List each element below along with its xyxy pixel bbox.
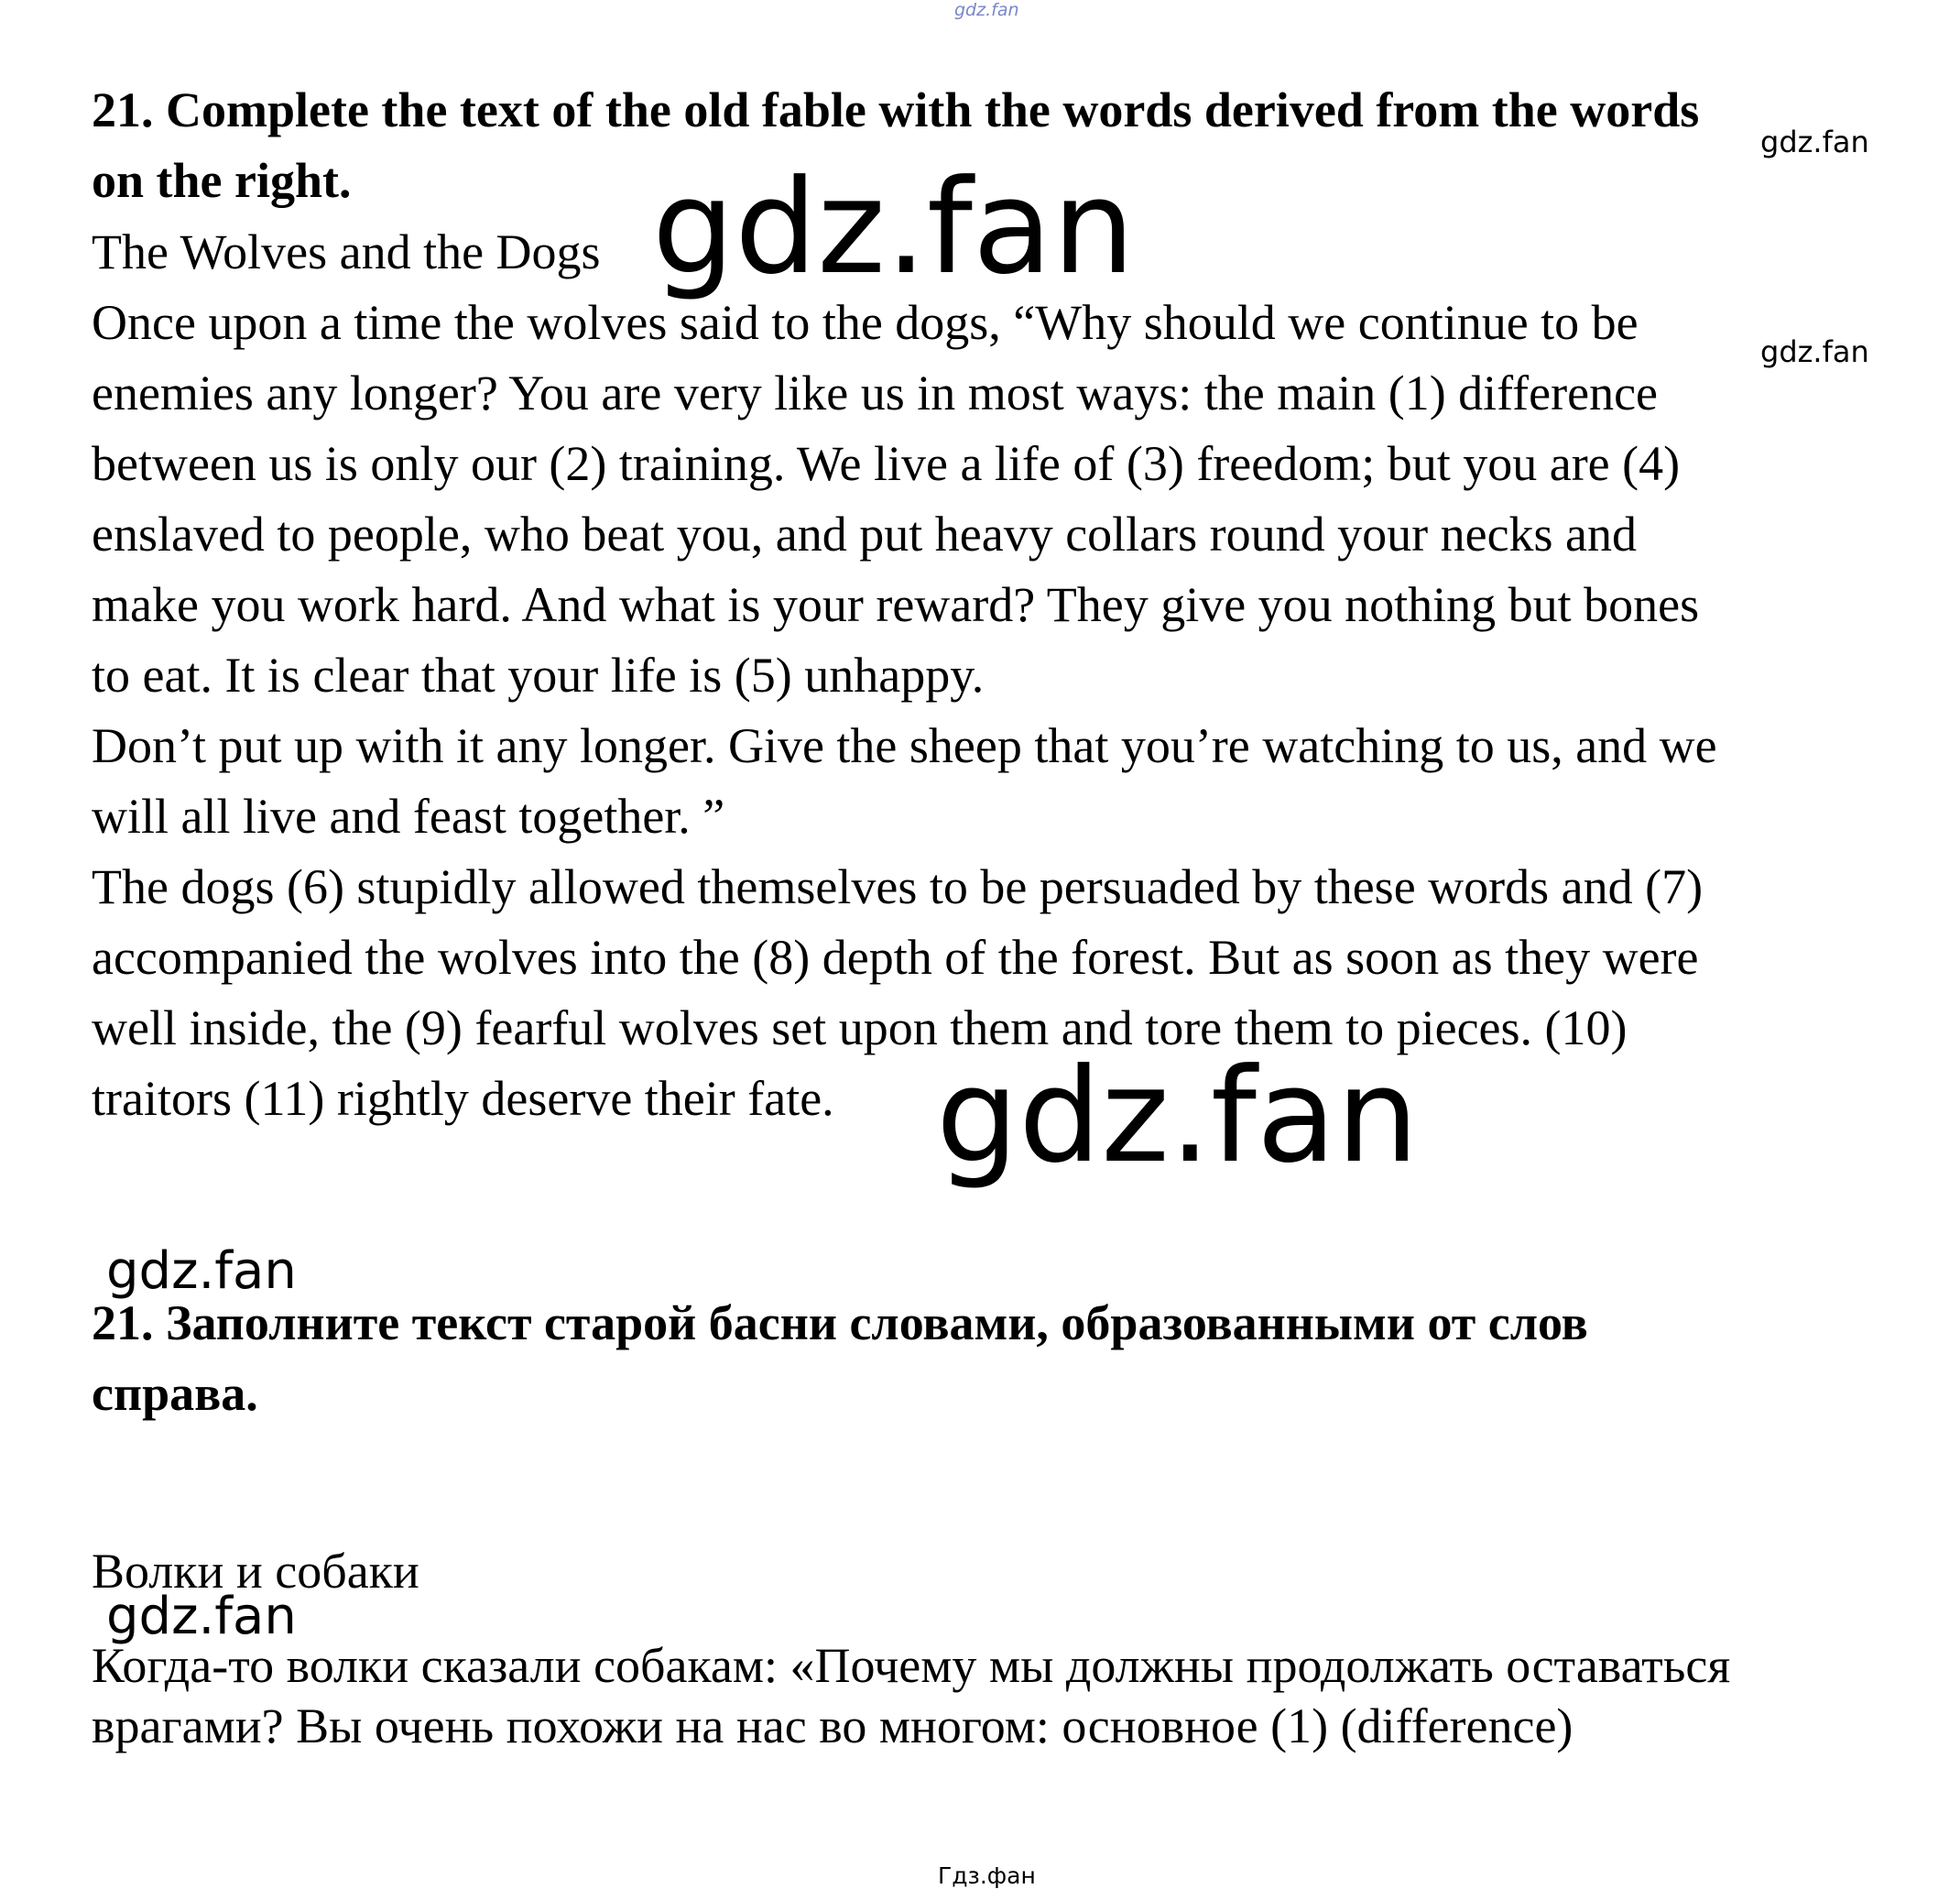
text-line: traitors (11) rightly deserve their fate.	[92, 1071, 834, 1126]
fable-title: The Wolves and the Dogs	[92, 224, 601, 279]
text-line: врагами? Вы очень похожи на нас во многом: основное (1) (difference)	[92, 1698, 1573, 1753]
watermark-medium: gdz.fan	[106, 1587, 297, 1646]
text-line: to eat. It is clear that your life is (5) unhappy.	[92, 648, 985, 703]
text-line: well inside, the (9) fearful wolves set upon them and tore them to pieces. (10)	[92, 1000, 1628, 1055]
heading-line: 21. Заполните текст старой басни словами, образованными от слов	[92, 1295, 1588, 1350]
watermark-small: gdz.fan	[1760, 125, 1869, 159]
text-line: Don’t put up with it any longer. Give the sheep that you’re watching to us, and we	[92, 718, 1717, 773]
watermark-small: gdz.fan	[1760, 334, 1869, 369]
fable-title-english	[92, 217, 1887, 288]
text-line: enslaved to people, who beat you, and put heavy collars round your necks and	[92, 507, 1638, 562]
text-line: Once upon a time the wolves said to the dogs, “Why should we continue to be	[92, 295, 1639, 350]
heading-line: 21. Complete the text of the old fable with the words derived from the words	[92, 82, 1700, 137]
heading-line: on the right.	[92, 153, 352, 208]
text-line: make you work hard. And what is your reward? They give you nothing but bones	[92, 577, 1700, 632]
text-line: enemies any longer? You are very like us in most ways: the main (1) difference	[92, 366, 1659, 420]
text-line: accompanied the wolves into the (8) depth of the forest. But as soon as they were	[92, 930, 1699, 985]
text-line: will all live and feast together. ”	[92, 789, 725, 844]
heading-line: справа.	[92, 1366, 258, 1421]
text-line: Когда-то волки сказали собакам: «Почему мы должны продолжать оставаться	[92, 1638, 1731, 1693]
fable-title: Волки и собаки	[92, 1544, 419, 1599]
fable-title-russian	[92, 1536, 1887, 1607]
text-line: The dogs (6) stupidly allowed themselves to be persuaded by these words and (7)	[92, 859, 1704, 914]
watermark-large: gdz.fan	[936, 1041, 1419, 1192]
text-line: between us is only our (2) training. We live a life of (3) freedom; but you are (4)	[92, 436, 1681, 491]
watermark-medium: gdz.fan	[106, 1241, 297, 1301]
fable-text-russian	[92, 1635, 1887, 1756]
watermark-top: gdz.fan	[954, 0, 1019, 20]
exercise-heading-english	[92, 75, 1887, 216]
fable-text-english	[92, 288, 1887, 1134]
watermark-footer: Гдз.фан	[938, 1862, 1036, 1889]
exercise-heading-russian	[92, 1288, 1887, 1429]
watermark-large: gdz.fan	[652, 152, 1135, 303]
